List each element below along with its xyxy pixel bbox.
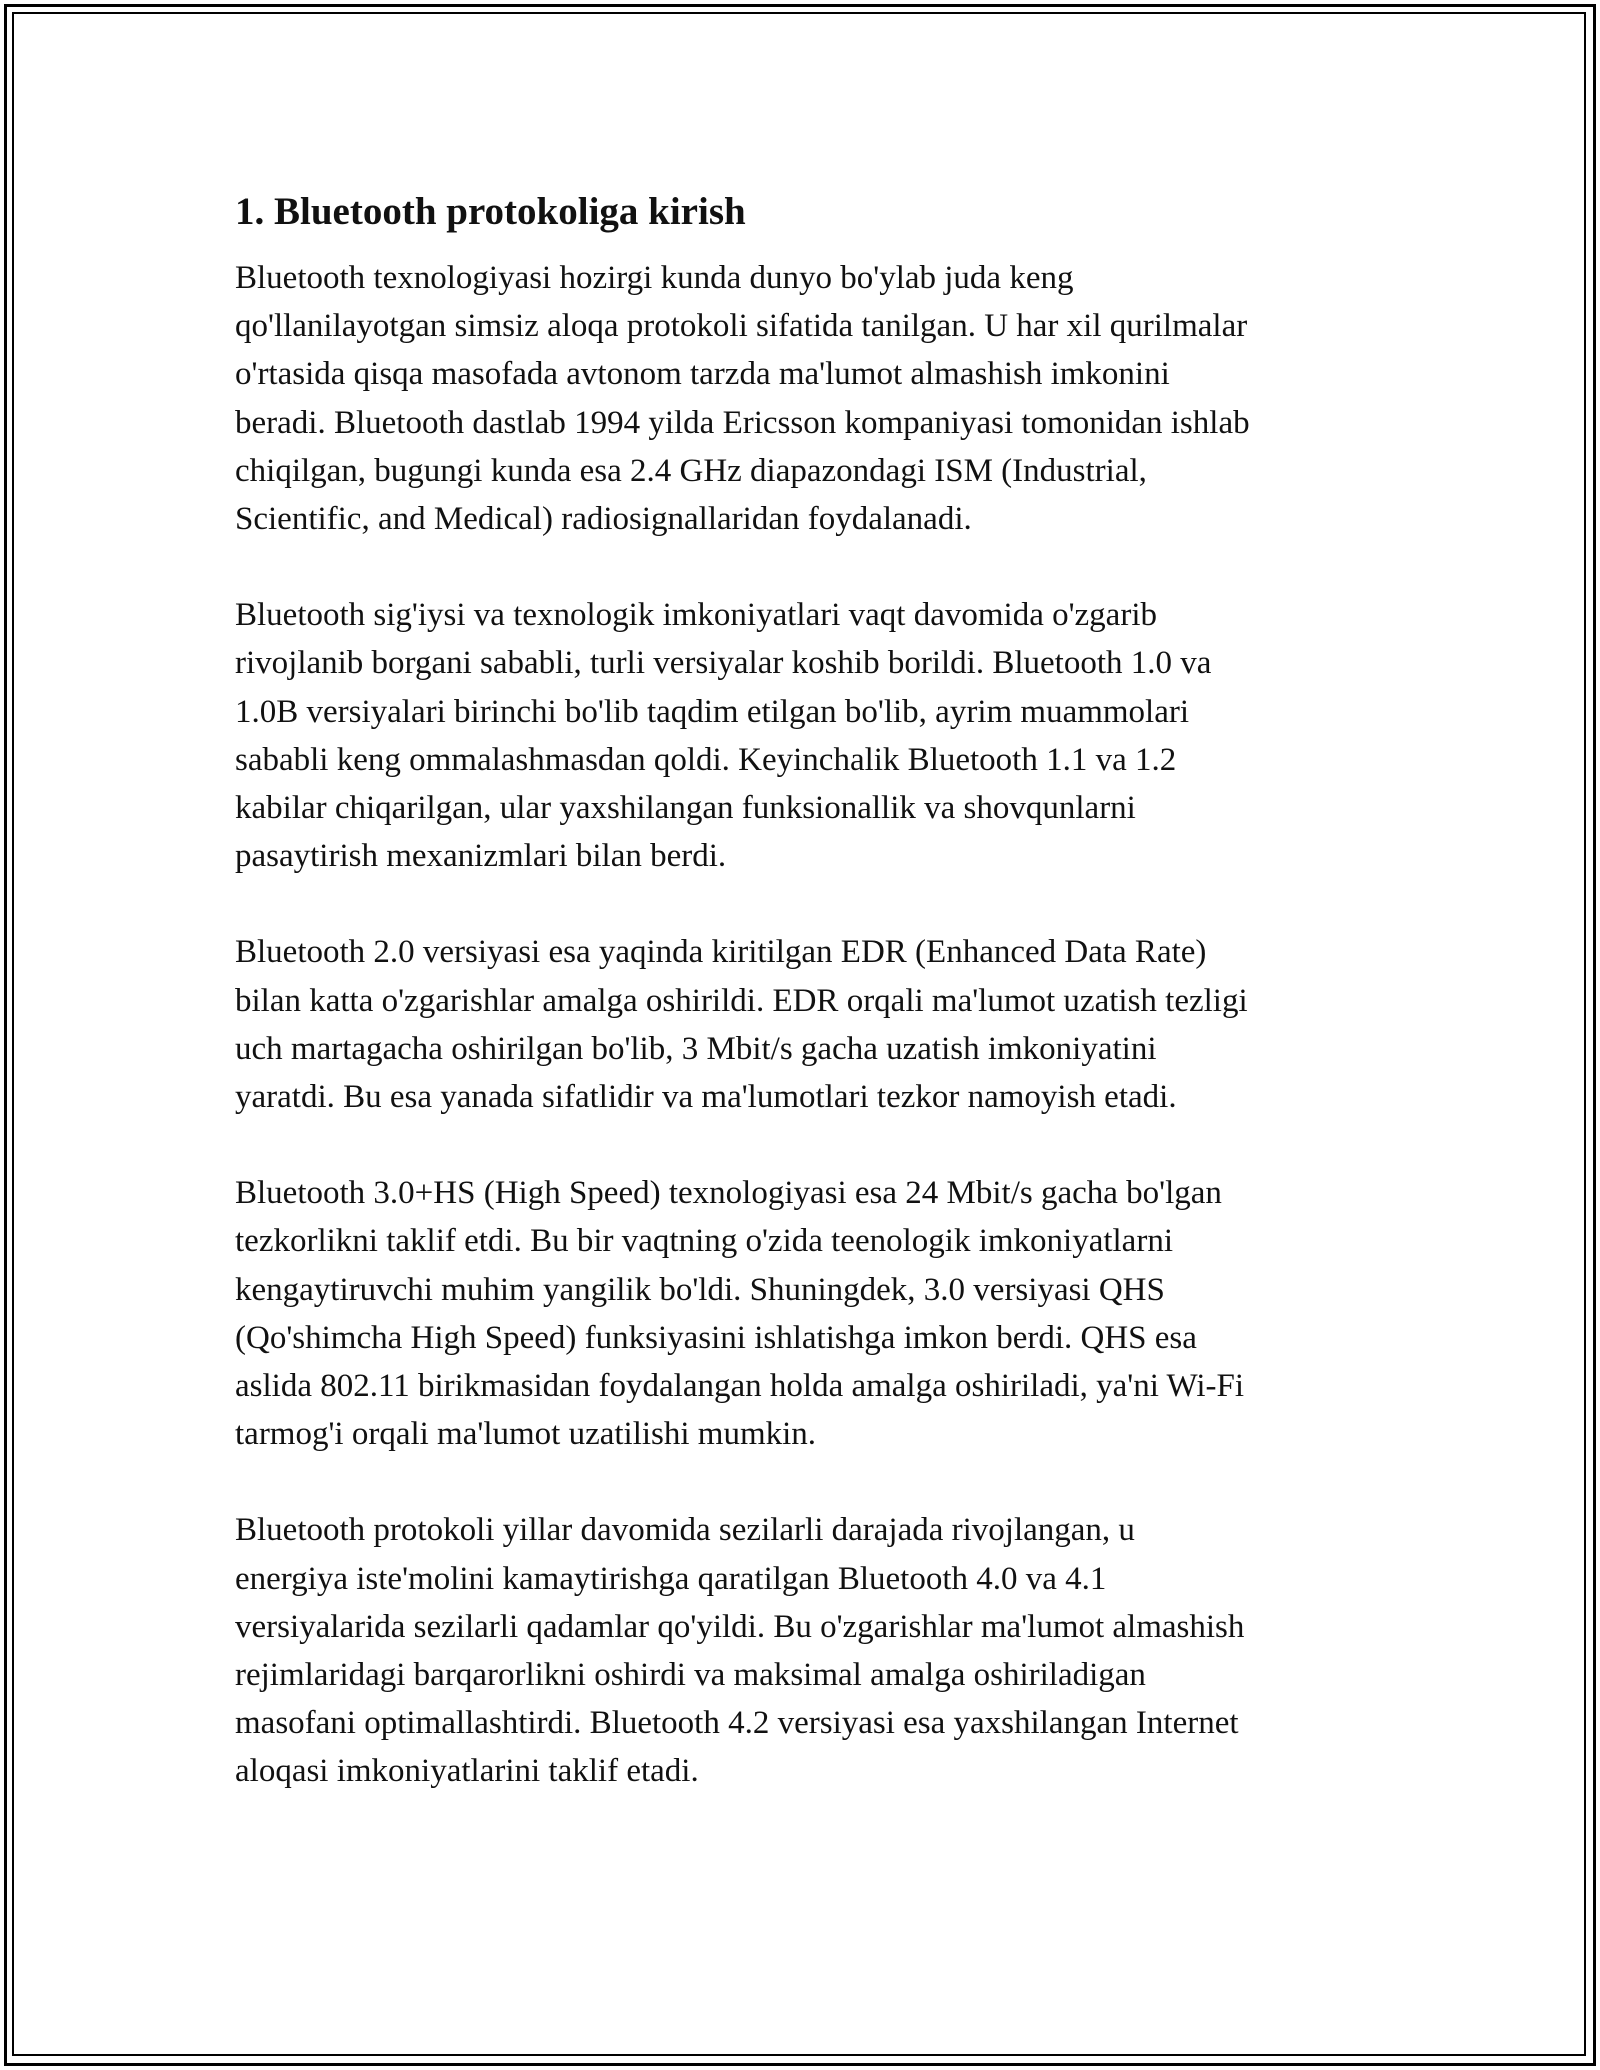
document-body xyxy=(235,186,1370,1796)
paragraph-bluetooth-2 xyxy=(235,928,1370,1121)
paragraph-line: 1.0B versiyalari birinchi bo'lib taqdim etilgan bo'lib, ayrim muammolari xyxy=(235,693,1190,730)
paragraph-line: Bluetooth texnologiyasi hozirgi kunda dunyo bo'ylab juda keng xyxy=(235,260,1074,296)
section-heading: 1. Bluetooth protokoliga kirish xyxy=(235,190,746,233)
paragraph-line: pasaytirish mexanizmlari bilan berdi. xyxy=(235,838,727,875)
paragraph-line: tezkorlikni taklif etdi. Bu bir vaqtning o'zida teenologik imkoniyatlarni xyxy=(235,1223,1173,1260)
paragraph-line: kabilar chiqarilgan, ular yaxshilangan funksionallik va shovqunlarni xyxy=(235,790,1136,827)
paragraph-line: Bluetooth 3.0+HS (High Speed) texnologiyasi esa 24 Mbit/s gacha bo'lgan xyxy=(235,1175,1222,1212)
paragraph-bluetooth-4 xyxy=(235,1506,1370,1795)
paragraph-line: rejimlaridagi barqarorlikni oshirdi va maksimal amalga oshiriladigan xyxy=(235,1657,1146,1694)
paragraph-intro xyxy=(235,254,1370,543)
paragraph-line: aslida 802.11 birikmasidan foydalangan holda amalga oshiriladi, ya'ni Wi-Fi xyxy=(235,1368,1245,1405)
paragraph-line: Bluetooth sig'iysi va texnologik imkoniyatlari vaqt davomida o'zgarib xyxy=(235,597,1157,634)
paragraph-bluetooth-3 xyxy=(235,1169,1370,1458)
paragraph-line: Scientific, and Medical) radiosignallaridan foydalanadi. xyxy=(235,501,972,538)
paragraph-line: chiqilgan, bugungi kunda esa 2.4 GHz diapazondagi ISM (Industrial, xyxy=(235,452,1147,489)
paragraph-line: versiyalarida sezilarli qadamlar qo'yildi. Bu o'zgarishlar ma'lumot almashish xyxy=(235,1608,1245,1645)
paragraph-line: energiya iste'molini kamaytirishga qaratilgan Bluetooth 4.0 va 4.1 xyxy=(235,1560,1107,1597)
paragraph-line: rivojlanib borgani sababli, turli versiyalar koshib borildi. Bluetooth 1.0 va xyxy=(235,645,1212,682)
paragraph-line: bilan katta o'zgarishlar amalga oshirildi. EDR orqali ma'lumot uzatish tezligi xyxy=(235,982,1248,1019)
paragraph-versions xyxy=(235,591,1370,880)
paragraph-line: masofani optimallashtirdi. Bluetooth 4.2 versiyasi esa yaxshilangan Internet xyxy=(235,1705,1239,1742)
paragraph-line: sababli keng ommalashmasdan qoldi. Keyinchalik Bluetooth 1.1 va 1.2 xyxy=(235,741,1177,778)
paragraph-line: o'rtasida qisqa masofada avtonom tarzda ma'lumot almashish imkonini xyxy=(235,356,1170,393)
paragraph-line: beradi. Bluetooth dastlab 1994 yilda Ericsson kompaniyasi tomonidan ishlab xyxy=(235,404,1250,441)
paragraph-line: qo'llanilayotgan simsiz aloqa protokoli sifatida tanilgan. U har xil qurilmalar xyxy=(235,308,1248,345)
paragraph-line: kengaytiruvchi muhim yangilik bo'ldi. Shuningdek, 3.0 versiyasi QHS xyxy=(235,1271,1165,1308)
paragraph-line: uch martagacha oshirilgan bo'lib, 3 Mbit/s gacha uzatish imkoniyatini xyxy=(235,1030,1157,1067)
paragraph-line: Bluetooth 2.0 versiyasi esa yaqinda kiritilgan EDR (Enhanced Data Rate) xyxy=(235,934,1207,971)
paragraph-line: tarmog'i orqali ma'lumot uzatilishi mumkin. xyxy=(235,1416,817,1453)
paragraph-line: Bluetooth protokoli yillar davomida sezilarli darajada rivojlangan, u xyxy=(235,1512,1135,1549)
paragraph-line: aloqasi imkoniyatlarini taklif etadi. xyxy=(235,1753,699,1790)
paragraph-line: (Qo'shimcha High Speed) funksiyasini ishlatishga imkon berdi. QHS esa xyxy=(235,1319,1197,1356)
paragraph-line: yaratdi. Bu esa yanada sifatlidir va ma'lumotlari tezkor namoyish etadi. xyxy=(235,1079,1177,1116)
